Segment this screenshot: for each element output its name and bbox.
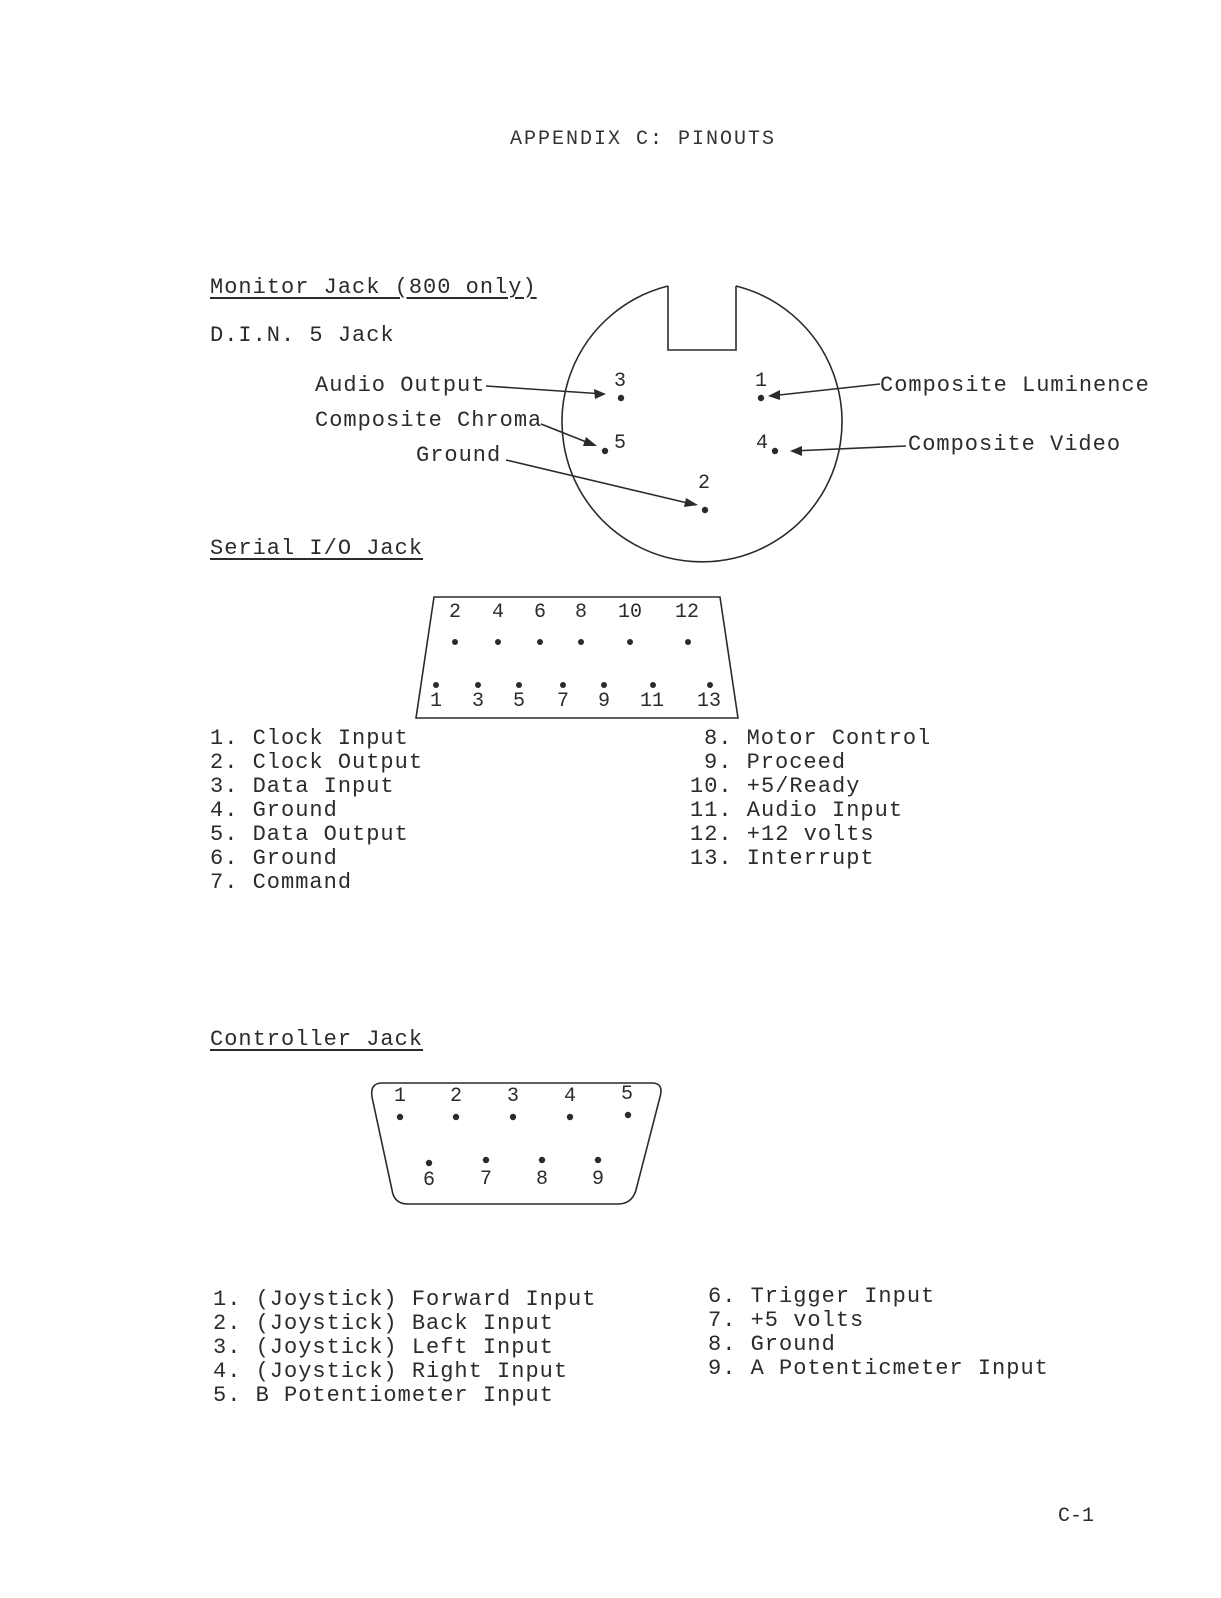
serial-pin-12-dot (685, 639, 691, 645)
controller-pin-3-label: 3 (507, 1085, 520, 1108)
video-leader (792, 446, 906, 451)
serial-jack-heading: Serial I/O Jack (210, 536, 424, 561)
serial-pin-8-label: 8 (575, 601, 588, 624)
controller-pin-9-label: 9 (592, 1168, 605, 1191)
serial-pin-7-label: 7 (557, 690, 570, 713)
din-pin-1-label: 1 (755, 370, 768, 393)
controller-pin-8-dot (539, 1157, 545, 1163)
serial-pin-5-label: 5 (513, 690, 526, 713)
serial-pin-list-right (690, 726, 932, 871)
serial-pin-5-dot (516, 682, 522, 688)
serial-pin-1-dot (433, 682, 439, 688)
list-item: 8. Motor Control (704, 726, 932, 751)
controller-pin-8-label: 8 (536, 1168, 549, 1191)
arrowhead-luminence (768, 390, 780, 400)
list-item: 12. +12 volts (690, 822, 875, 847)
serial-pin-3-label: 3 (472, 690, 485, 713)
din-pin-5-dot (602, 448, 608, 454)
serial-pin-list-left (210, 727, 423, 895)
serial-pin-2-label: 2 (449, 601, 462, 624)
controller-pin-5-label: 5 (621, 1083, 634, 1106)
audio-output-leader (486, 386, 604, 394)
controller-pin-2-dot (453, 1114, 459, 1120)
controller-pin-1-label: 1 (394, 1085, 407, 1108)
serial-pin-9-label: 9 (598, 690, 611, 713)
list-item: 3. (Joystick) Left Input (213, 1335, 554, 1360)
list-item: 9. Proceed (704, 750, 847, 775)
ground-leader (506, 460, 696, 505)
serial-pin-10-dot (627, 639, 633, 645)
controller-pin-4-label: 4 (564, 1085, 577, 1108)
list-item: 10. +5/Ready (690, 774, 861, 799)
list-item: 6. Trigger Input (708, 1284, 936, 1309)
list-item: 2. Clock Output (210, 750, 424, 775)
label-audio-output: Audio Output (315, 373, 486, 398)
din-connector-outline (562, 286, 842, 562)
serial-pin-3-dot (475, 682, 481, 688)
serial-pin-10-label: 10 (618, 601, 643, 624)
arrowhead-ground (684, 498, 698, 507)
list-item: 11. Audio Input (690, 798, 904, 823)
serial-pin-13-label: 13 (697, 690, 722, 713)
serial-pin-4-label: 4 (492, 601, 505, 624)
list-item: 3. Data Input (210, 774, 395, 799)
din-pin-1-dot (758, 395, 764, 401)
controller-pin-7-label: 7 (480, 1168, 493, 1191)
serial-pin-6-label: 6 (534, 601, 547, 624)
serial-pin-7-dot (560, 682, 566, 688)
page-number: C-1 (1058, 1505, 1095, 1528)
list-item: 5. Data Output (210, 822, 409, 847)
serial-pin-8-dot (578, 639, 584, 645)
controller-jack-heading: Controller Jack (210, 1027, 424, 1052)
serial-pin-11-label: 11 (640, 690, 665, 713)
din-jack-subheading: D.I.N. 5 Jack (210, 323, 395, 348)
monitor-jack-heading: Monitor Jack (800 only) (210, 275, 537, 300)
list-item: 4. Ground (210, 798, 338, 823)
list-item: 8. Ground (708, 1332, 836, 1357)
serial-pin-2-dot (452, 639, 458, 645)
serial-pin-6-dot (537, 639, 543, 645)
controller-pin-4-dot (567, 1114, 573, 1120)
list-item: 6. Ground (210, 846, 338, 871)
controller-pin-6-label: 6 (423, 1169, 436, 1192)
list-item: 13. Interrupt (690, 846, 875, 871)
din-notch (668, 286, 736, 350)
serial-pin-13-dot (707, 682, 713, 688)
serial-pin-11-dot (650, 682, 656, 688)
list-item: 9. A Potenticmeter Input (708, 1356, 1049, 1381)
din-pin-4-label: 4 (756, 432, 769, 455)
controller-pin-list-left (213, 1288, 596, 1408)
controller-pin-5-dot (625, 1112, 631, 1118)
label-composite-chroma: Composite Chroma (315, 408, 543, 433)
list-item: 5. B Potentiometer Input (213, 1383, 554, 1408)
controller-pin-9-dot (595, 1157, 601, 1163)
arrowhead-audio (594, 389, 606, 399)
controller-pin-6-dot (426, 1160, 432, 1166)
page-title: APPENDIX C: PINOUTS (510, 128, 777, 151)
label-composite-luminence: Composite Luminence (880, 373, 1150, 398)
list-item: 7. Command (210, 870, 353, 895)
arrowhead-video (790, 446, 802, 456)
arrowhead-chroma (583, 437, 597, 446)
din-pin-3-label: 3 (614, 370, 627, 393)
controller-pin-7-dot (483, 1157, 489, 1163)
luminence-leader (770, 384, 880, 396)
din-pin-4-dot (772, 448, 778, 454)
list-item: 1. Clock Input (210, 726, 409, 751)
controller-pin-list-right (708, 1285, 1049, 1381)
din-pin-2-label: 2 (698, 472, 711, 495)
list-item: 2. (Joystick) Back Input (213, 1311, 554, 1336)
controller-pin-1-dot (397, 1114, 403, 1120)
serial-pin-9-dot (601, 682, 607, 688)
din-pin-3-dot (618, 395, 624, 401)
list-item: 4. (Joystick) Right Input (213, 1359, 569, 1384)
din-pin-5-label: 5 (614, 432, 627, 455)
label-composite-video: Composite Video (908, 432, 1122, 457)
serial-pin-12-label: 12 (675, 601, 700, 624)
controller-pin-2-label: 2 (450, 1085, 463, 1108)
list-item: 7. +5 volts (708, 1308, 865, 1333)
controller-pin-3-dot (510, 1114, 516, 1120)
serial-pin-1-label: 1 (430, 690, 443, 713)
list-item: 1. (Joystick) Forward Input (213, 1287, 597, 1312)
serial-pin-4-dot (495, 639, 501, 645)
label-ground: Ground (416, 443, 502, 468)
din-pin-2-dot (702, 507, 708, 513)
